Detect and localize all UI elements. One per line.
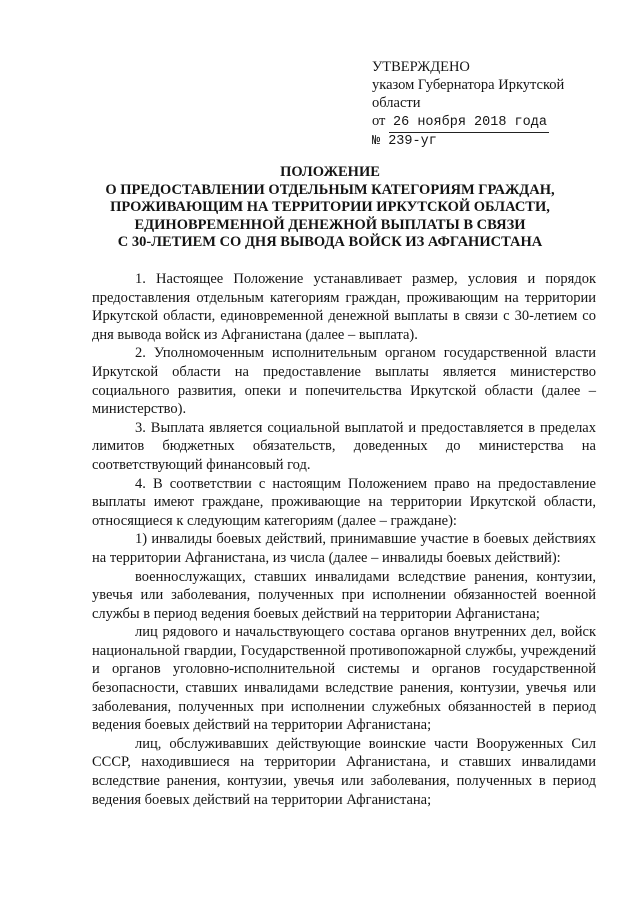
approval-decree-line: указом Губернатора Иркутской (372, 77, 565, 93)
approval-region-line: области (372, 95, 421, 111)
paragraph-2: 2. Уполномоченным исполнительным органом государственной власти Иркутской области на предоставление выплаты является министерство социального развития, опеки и попечительства Иркутской области (далее – министерство). (92, 345, 596, 418)
title-line: С 30-ЛЕТИЕМ СО ДНЯ ВЫВОДА ВОЙСК ИЗ АФГАНИСТАНА (117, 234, 543, 250)
paragraph-3: 3. Выплата является социальной выплатой и предоставляется в пределах лимитов бюджетных обязательств, доведенных до министерства на соответствующий финансовый год. (92, 419, 596, 473)
paragraph-1: 1. Настоящее Положение устанавливает размер, условия и порядок предоставления отдельным категориям граждан, проживающим на территории Иркутской области, единовременной денежной выплаты в связи с 30-летием со дня вывода войск из Афганистана (далее – выплата). (92, 271, 596, 343)
paragraph-servicemen: военнослужащих, ставших инвалидами вследствие ранения, контузии, увечья или заболевания, полученных при исполнении обязанностей военной службы в период ведения боевых действий на территории Афганистана; (92, 568, 596, 622)
paragraph-officers: лиц рядового и начальствующего состава органов внутренних дел, войск национальной гвардии, Государственной противопожарной службы, учреждений и органов уголовно-исполнительной системы и органов государственной безопасности, ставших инвалидами вследствие ранения, контузии, увечья или заболевания, полученных при исполнении служебных обязанностей в период ведения боевых действий на территории Афганистана; (92, 624, 596, 734)
title-line: ПОЛОЖЕНИЕ (280, 164, 380, 180)
paragraph-staff: лиц, обслуживавших действующие воинские части Вооруженных Сил СССР, находившиеся на территории Афганистана, и ставших инвалидами вследствие ранения, контузии, увечья или заболевания, полученных в период ведения боевых действий на территории Афганистана; (92, 735, 596, 808)
approval-stamp (372, 58, 612, 151)
paragraph-4: 4. В соответствии с настоящим Положением право на предоставление выплаты имеют граждане, проживающие на территории Иркутской области, относящиеся к следующим категориям (далее – граждане): (92, 475, 596, 529)
approval-number: № 239-уг (372, 134, 437, 149)
approval-date: 26 ноября 2018 года (389, 114, 549, 133)
approval-date-prefix: от (372, 113, 386, 129)
document-title (80, 164, 580, 252)
document-body (92, 270, 596, 809)
paragraph-4-item-1: 1) инвалиды боевых действий, принимавшие участие в боевых действиях на территории Афганистана, из числа (далее – инвалиды боевых действий): (92, 531, 596, 566)
title-line: О ПРЕДОСТАВЛЕНИИ ОТДЕЛЬНЫМ КАТЕГОРИЯМ ГРАЖДАН, (105, 181, 555, 198)
title-line: ЕДИНОВРЕМЕННОЙ ДЕНЕЖНОЙ ВЫПЛАТЫ В СВЯЗИ (134, 216, 526, 233)
title-line: ПРОЖИВАЮЩИМ НА ТЕРРИТОРИИ ИРКУТСКОЙ ОБЛАСТИ, (110, 199, 550, 215)
approval-heading: УТВЕРЖДЕНО (372, 59, 470, 75)
approval-date-line (372, 112, 612, 133)
